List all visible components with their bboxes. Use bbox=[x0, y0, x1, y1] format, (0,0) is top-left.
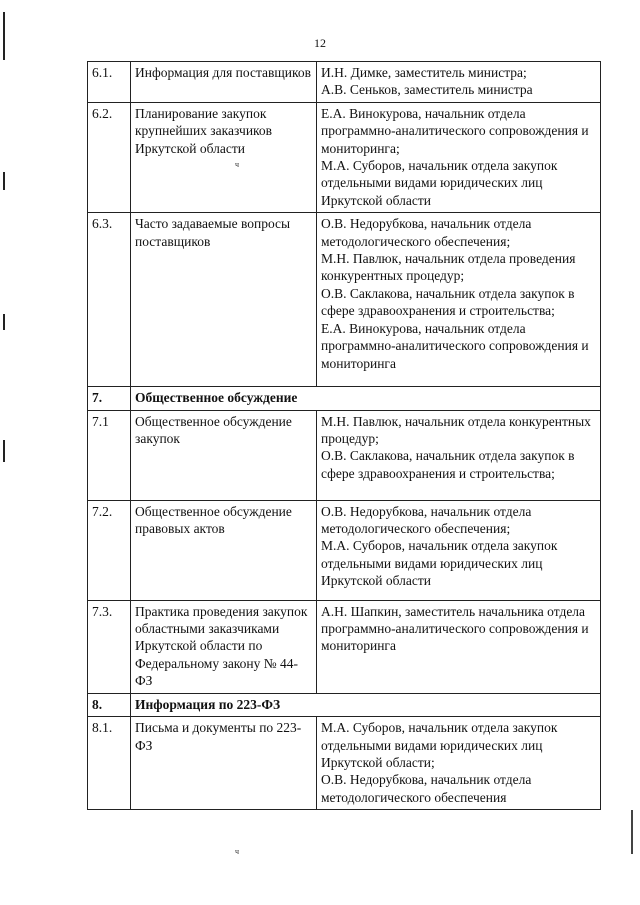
table-row bbox=[88, 213, 601, 387]
section-number: 8. bbox=[88, 693, 131, 716]
item-responsible bbox=[317, 213, 601, 387]
item-responsible bbox=[317, 500, 601, 600]
table-row bbox=[88, 410, 601, 500]
scan-speck: ч bbox=[235, 847, 240, 856]
item-number: 6.1. bbox=[88, 62, 131, 103]
responsible-person: Е.А. Винокурова, начальник отдела программно-аналитического сопровождения и мониторинга; bbox=[321, 105, 589, 156]
table-row bbox=[88, 717, 601, 810]
responsible-person: О.В. Недорубкова, начальник отдела методологического обеспечения; bbox=[321, 503, 532, 537]
responsible-person: А.В. Сеньков, заместитель министра bbox=[321, 82, 533, 98]
item-topic: Информация для поставщиков bbox=[131, 62, 317, 103]
table-row bbox=[88, 500, 601, 600]
scan-edge-mark bbox=[631, 810, 633, 854]
responsible-person: О.В. Недорубкова, начальник отдела методологического обеспечения; bbox=[321, 216, 532, 249]
item-responsible bbox=[317, 102, 601, 212]
responsible-person: М.А. Суборов, начальник отдела закупок отдельными видами юридических лиц Иркутской области; bbox=[321, 720, 558, 770]
item-number: 7.3. bbox=[88, 600, 131, 693]
item-responsible bbox=[317, 600, 601, 693]
table-body bbox=[88, 62, 601, 810]
responsible-person: О.В. Саклакова, начальник отдела закупок в сфере здравоохранения и строительства; bbox=[321, 448, 575, 481]
section-row bbox=[88, 387, 601, 410]
responsible-person: М.А. Суборов, начальник отдела закупок отдельными видами юридических лиц Иркутской области bbox=[321, 538, 558, 589]
responsible-person: М.Н. Павлюк, начальник отдела конкурентных процедур; bbox=[321, 413, 591, 447]
responsible-person: М.Н. Павлюк, начальник отдела проведения конкурентных процедур; bbox=[321, 251, 576, 284]
section-title: Общественное обсуждение bbox=[131, 387, 601, 410]
item-number: 6.3. bbox=[88, 213, 131, 387]
item-responsible bbox=[317, 62, 601, 103]
responsible-person: О.В. Недорубкова, начальник отдела методологического обеспечения bbox=[321, 772, 532, 805]
table-row bbox=[88, 62, 601, 103]
table-row bbox=[88, 102, 601, 212]
scan-speck: ч bbox=[235, 160, 240, 169]
responsible-person: И.Н. Димке, заместитель министра; bbox=[321, 65, 527, 80]
item-responsible bbox=[317, 717, 601, 810]
item-number: 8.1. bbox=[88, 717, 131, 810]
item-topic: Письма и документы по 223-ФЗ bbox=[131, 717, 317, 810]
section-number: 7. bbox=[88, 387, 131, 410]
scan-margin-mark bbox=[3, 12, 5, 60]
section-title: Информация по 223-ФЗ bbox=[131, 693, 601, 716]
responsibility-table bbox=[87, 61, 601, 810]
item-topic: Практика проведения закупок областными заказчиками Иркутской области по Федеральному закону № 44-ФЗ bbox=[131, 600, 317, 693]
item-responsible bbox=[317, 410, 601, 500]
item-number: 6.2. bbox=[88, 102, 131, 212]
responsible-person: О.В. Саклакова, начальник отдела закупок в сфере здравоохранения и строительства; bbox=[321, 285, 575, 319]
page-number: 12 bbox=[314, 36, 326, 50]
item-number: 7.1 bbox=[88, 410, 131, 500]
item-topic: Общественное обсуждение закупок bbox=[131, 410, 317, 500]
scan-margin-mark bbox=[3, 314, 5, 330]
item-number: 7.2. bbox=[88, 500, 131, 600]
item-topic: Часто задаваемые вопросы поставщиков bbox=[131, 213, 317, 387]
item-topic: Планирование закупок крупнейших заказчиков Иркутской области bbox=[131, 102, 317, 212]
section-row bbox=[88, 693, 601, 716]
responsible-person: А.Н. Шапкин, заместитель начальника отдела программно-аналитического сопровождения и мониторинга bbox=[321, 603, 589, 654]
table-row bbox=[88, 600, 601, 693]
responsible-person: М.А. Суборов, начальник отдела закупок отдельными видами юридических лиц Иркутской области bbox=[321, 158, 558, 208]
item-topic: Общественное обсуждение правовых актов bbox=[131, 500, 317, 600]
scan-margin-mark bbox=[3, 172, 5, 190]
scan-margin-mark bbox=[3, 440, 5, 462]
responsible-person: Е.А. Винокурова, начальник отдела программно-аналитического сопровождения и мониторинга bbox=[321, 320, 589, 371]
